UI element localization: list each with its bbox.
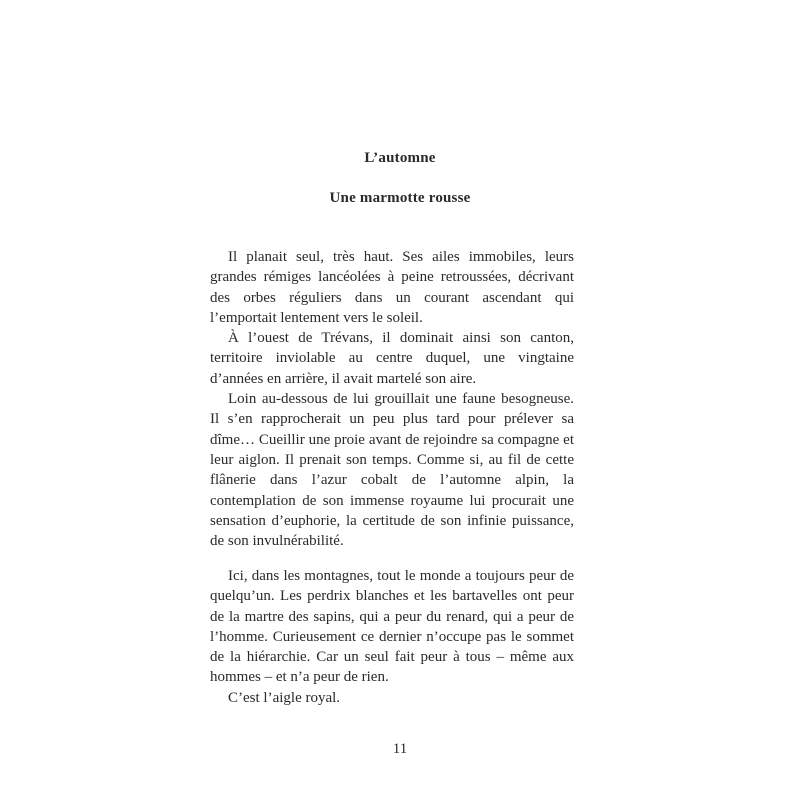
text-block-1: [210, 247, 574, 551]
paragraph-2: À l’ouest de Trévans, il dominait ainsi son canton, territoire inviolable au centre duquel, une vingtaine d’années en arrière, il avait martelé son aire.: [210, 330, 574, 387]
paragraph-3: Loin au-dessous de lui grouillait une faune besogneuse. Il s’en rapprocherait un peu plus tard pour prélever sa dîme… Cueillir une proie avant de rejoindre sa compagne et leur aiglon. Il prenait son temps. Comme si, au fil de cette flânerie dans l’azur cobalt de l’automne alpin, la contemplation de son immense royaume lui procurait une sensation d’euphorie, la certitude de son infinie puissance, de son invulnérabilité.: [210, 391, 574, 550]
text-block-2: [210, 566, 574, 708]
paragraph-4: Ici, dans les montagnes, tout le monde a toujours peur de quelqu’un. Les perdrix blanches et les bartavelles ont peur de la martre des sapins, qui a peur du renard, qui a peur de l’homme. Curieusement ce dernier n’occupe pas le sommet de la hiérarchie. Car un seul fait peur à tous – même aux hommes – et n’a peur de rien.: [210, 568, 574, 686]
paragraph-1: Il planait seul, très haut. Ses ailes immobiles, leurs grandes rémiges lancéolées à peine retroussées, décrivant des orbes réguliers dans un courant ascendant qui l’emportait lentement vers le soleil.: [210, 249, 574, 326]
section-title: Une marmotte rousse: [329, 190, 471, 206]
chapter-title: L’automne: [364, 150, 436, 166]
page-number: 11: [392, 741, 408, 757]
paragraph-5: C’est l’aigle royal.: [228, 689, 341, 706]
